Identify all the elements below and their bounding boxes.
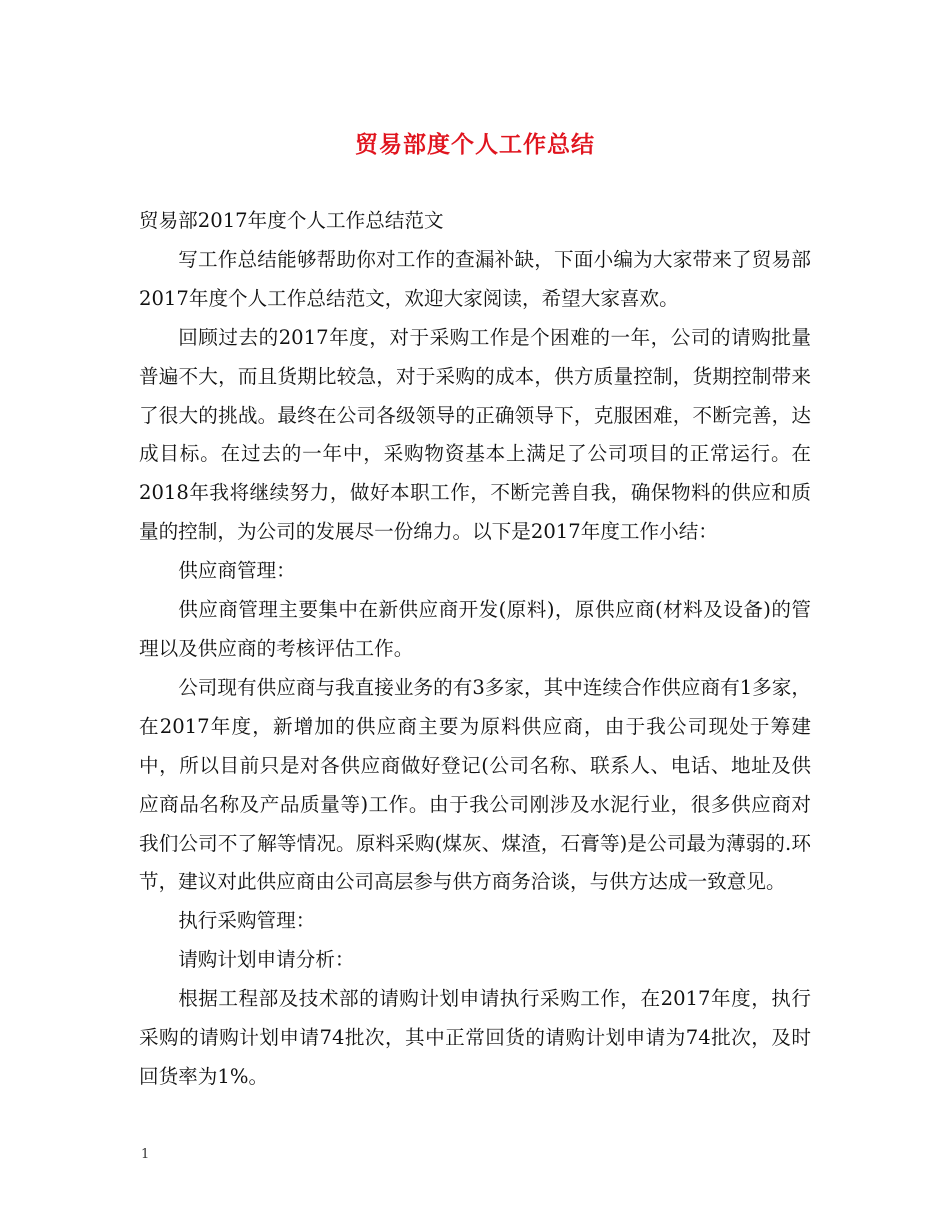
supplier-paragraph: 供应商管理主要集中在新供应商开发(原料)，原供应商(材料及设备)的管理以及供应商的考核评估工作。 — [139, 598, 811, 660]
section-heading-request-analysis: 请购计划申请分析： — [178, 948, 355, 972]
intro-paragraph: 写工作总结能够帮助你对工作的查漏补缺，下面小编为大家带来了贸易部2017年度个人工作总结范文，欢迎大家阅读，希望大家喜欢。 — [139, 247, 811, 310]
review-paragraph: 回顾过去的2017年度，对于采购工作是个困难的一年，公司的请购批量普遍不大，而且货期比较急，对于采购的成本，供方质量控制，货期控制带来了很大的挑战。最终在公司各级领导的正确领导下，克服困难，不断完善，达成目标。在过去的一年中，采购物资基本上满足了公司项目的正常运行。在2018年我将继续努力，做好本职工作，不断完善自我，确保物料的供应和质量的控制，为公司的发展尽一份绵力。以下是2017年度工作小结： — [139, 325, 811, 544]
page-number: 1 — [141, 1147, 150, 1162]
document-body — [139, 202, 811, 1097]
section-heading-purchasing: 执行采购管理： — [178, 909, 316, 933]
section-heading-supplier: 供应商管理： — [178, 559, 296, 583]
request-analysis-paragraph: 根据工程部及技术部的请购计划申请执行采购工作，在2017年度，执行采购的请购计划申请74批次，其中正常回货的请购计划申请为74批次，及时回货率为1%。 — [139, 987, 811, 1088]
subtitle-paragraph: 贸易部2017年度个人工作总结范文 — [139, 209, 444, 232]
document-title: 贸易部度个人工作总结 — [355, 131, 595, 158]
supplier-detail-paragraph: 公司现有供应商与我直接业务的有3多家，其中连续合作供应商有1多家，在2017年度，新增加的供应商主要为原料供应商，由于我公司现处于筹建中，所以目前只是对各供应商做好登记(公司名称、联系人、电话、地址及供应商品名称及产品质量等)工作。由于我公司刚涉及水泥行业，很多供应商对我们公司不了解等情况。原料采购(煤灰、煤渣，石膏等)是公司最为薄弱的.环节，建议对此供应商由公司高层参与供方商务洽谈，与供方达成一致意见。 — [139, 675, 811, 894]
